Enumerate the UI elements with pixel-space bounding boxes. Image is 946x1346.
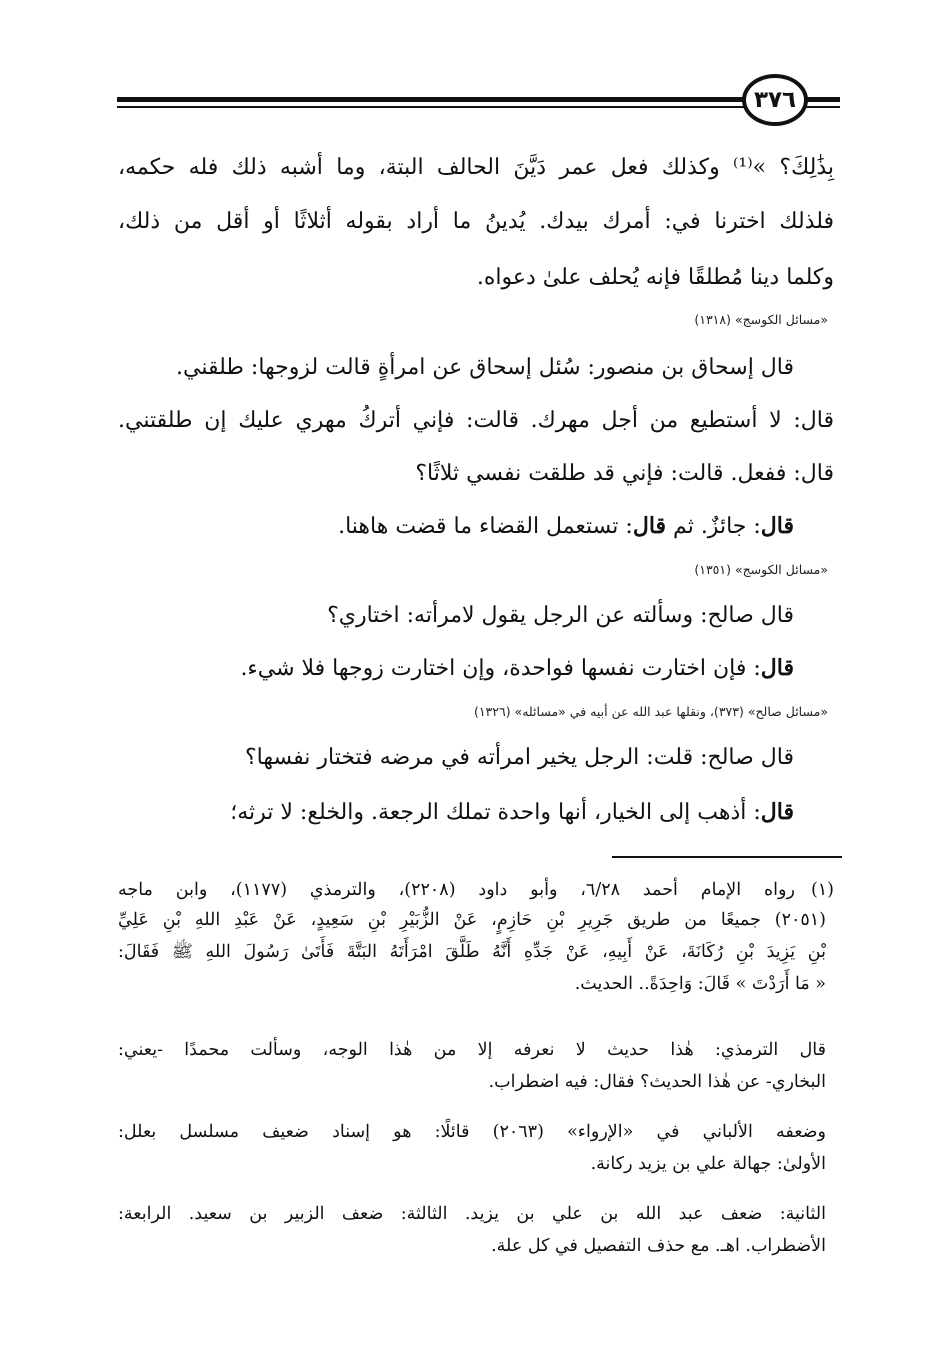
- text-line: قال: ففعل. قالت: فإني قد طلقت نفسي ثلاثًا؟: [415, 461, 834, 486]
- speaker-label: قال: [760, 799, 794, 825]
- footnote-line: الثانية: ضعف عبد الله بن علي بن يزيد. الثالثة: ضعف الزبير بن سعيد. الرابعة:: [118, 1204, 826, 1224]
- text-line: قال صالح: وسألته عن الرجل يقول لامرأته: اختاري؟: [327, 603, 794, 628]
- footnote-line: بْنِ يَزِيدَ بْنِ رُكَانَةَ، عَنْ أَبِيهِ، عَنْ جَدِّهِ أَنَّهُ طَلَّقَ امْرَأَتَهُ البَتَّةَ فَأَتَىٰ رَسُولَ اللهِ ﷺ فَقَالَ:: [118, 942, 826, 962]
- page-number: ٣٧٦: [742, 74, 808, 126]
- text-line: قال صالح: قلت: الرجل يخير امرأته في مرضه فتختار نفسها؟: [244, 745, 794, 770]
- header-rule-right-thin: [805, 106, 840, 108]
- speaker-label: قال: [632, 513, 667, 539]
- footnote-rule: [612, 856, 842, 858]
- footnote-line: وضعفه الألباني في «الإرواء» (٢٠٦٣) قائلًا: هو إسناد ضعيف مسلسل بعلل:: [118, 1122, 826, 1142]
- footnote-marker: (١): [810, 880, 834, 900]
- footnote-line: « مَا أَرَدْتَ » قَالَ: وَاحِدَةً.. الحديث.: [574, 974, 826, 994]
- text-line: قال: لا أستطيع من أجل مهرك. قالت: فإني أتركُ مهري عليك إن طلقتني.: [118, 408, 834, 433]
- header-rule-right: [805, 97, 840, 102]
- source-reference: «مسائل الكوسج» (١٣٥١): [694, 562, 828, 577]
- text-line: قال إسحاق بن منصور: سُئل إسحاق عن امرأةٍ قالت لزوجها: طلقني.: [176, 355, 794, 380]
- footnote-line: (١)رواه الإمام أحمد ٦/٢٨، وأبو داود (٢٢٠٨)، والترمذي (١١٧٧)، وابن ماجه: [118, 880, 834, 900]
- text-line: فلذلك اخترنا في: أمرك بيدك. يُدينُ ما أراد بقوله أثلاثًا أو أقل من ذلك،: [118, 209, 834, 234]
- header-rule: [117, 97, 745, 102]
- text-line: قال: فإن اختارت نفسها فواحدة، وإن اختارت زوجها فلا شيء.: [240, 655, 794, 681]
- header-rule-thin: [117, 106, 745, 108]
- speaker-label: قال: [760, 655, 794, 681]
- text-line: وكلما دينا مُطلقًا فإنه يُحلف علىٰ دعواه.: [476, 265, 834, 290]
- source-reference: «مسائل الكوسج» (١٣١٨): [694, 312, 828, 327]
- text-line: قال: جائزٌ. ثم قال: تستعمل القضاء ما قضت هاهنا.: [338, 513, 794, 539]
- text-line: بِذَٰلِكَ؟ »⁽¹⁾ وكذلك فعل عمر دَيَّنَ الحالف البتة، وما أشبه ذلك فله حكمه،: [118, 155, 834, 180]
- footnote-line: قال الترمذي: هٰذا حديث لا نعرفه إلا من هٰذا الوجه، وسألت محمدًا -يعني:: [118, 1040, 826, 1060]
- footnote-line: البخاري- عن هٰذا الحديث؟ فقال: فيه اضطراب.: [488, 1072, 826, 1092]
- footnote-line: الأولىٰ: جهالة علي بن يزيد ركانة.: [590, 1154, 826, 1174]
- source-reference: «مسائل صالح» (٣٧٣)، ونقلها عبد الله عن أبيه في «مسائله» (١٣٢٦): [473, 704, 828, 719]
- footnote-line: (٢٠٥١) جميعًا من طريق جَرِيرِ بْنِ حَازِمٍ، عَنْ الزُّبَيْرِ بْنِ سَعِيدٍ، عَنْ عَبْدِ اللهِ بْنِ عَلِيِّ: [118, 910, 826, 930]
- footnote-line: الأضطراب. اهـ. مع حذف التفصيل في كل علة.: [491, 1236, 826, 1256]
- text-line: قال: أذهب إلى الخيار، أنها واحدة تملك الرجعة. والخلع: لا ترثه؛: [230, 799, 794, 825]
- speaker-label: قال: [760, 513, 794, 539]
